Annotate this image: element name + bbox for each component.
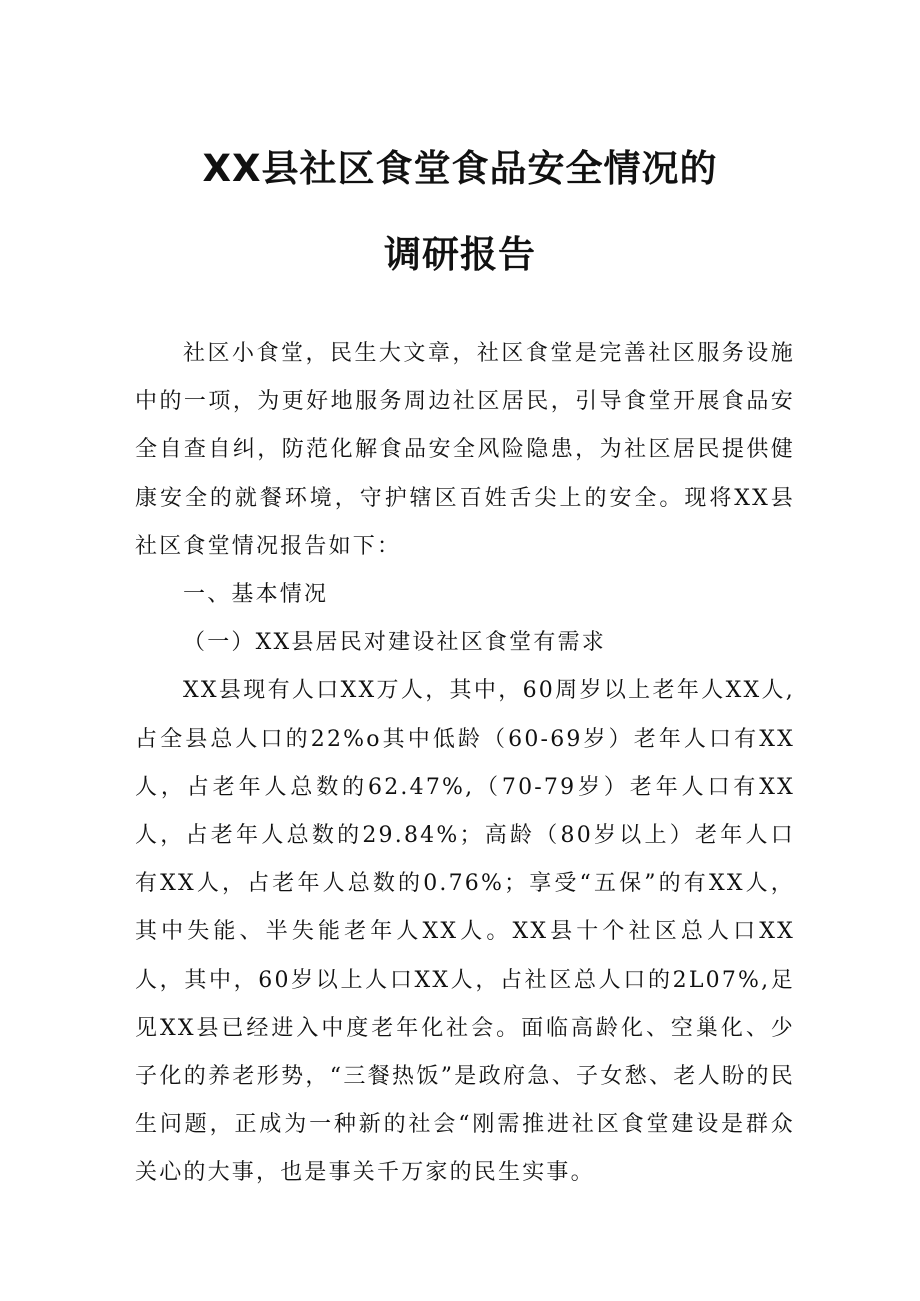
document-title-line-2: 调研报告 [384,233,536,276]
document-title-line-1: XX县社区食堂食品安全情况的 [202,147,718,190]
subsection-heading-demand: （一）XX县居民对建设社区食堂有需求 [183,630,606,656]
document-body [135,330,795,1198]
section-heading-basic-situation: 一、基本情况 [183,582,329,608]
population-paragraph: XX县现有人口XX万人，其中，60周岁以上老年人XX人,占全县总人口的22%o其中低龄（60-69岁）老年人口有XX人，占老年人总数的62.47%,（70-79岁）老年人口有XX人，占老年人总数的29.84%；高龄（80岁以上）老年人口有XX人，占老年人总数的0.76%；享受“五保”的有XX人，其中失能、半失能老年人XX人。XX县十个社区总人口XX人，其中，60岁以上人口XX人，占社区总人口的2L07%,足见XX县已经进入中度老年化社会。面临高龄化、空巢化、少子化的养老形势，“三餐热饭”是政府急、子女愁、老人盼的民生问题，正成为一种新的社会“刚需推进社区食堂建设是群众关心的大事，也是事关千万家的民生实事。 [135,678,795,1186]
intro-paragraph: 社区小食堂，民生大文章，社区食堂是完善社区服务设施中的一项，为更好地服务周边社区居民，引导食堂开展食品安全自查自纠，防范化解食品安全风险隐患，为社区居民提供健康安全的就餐环境，守护辖区百姓舌尖上的安全。现将XX县社区食堂情况报告如下： [135,341,795,559]
